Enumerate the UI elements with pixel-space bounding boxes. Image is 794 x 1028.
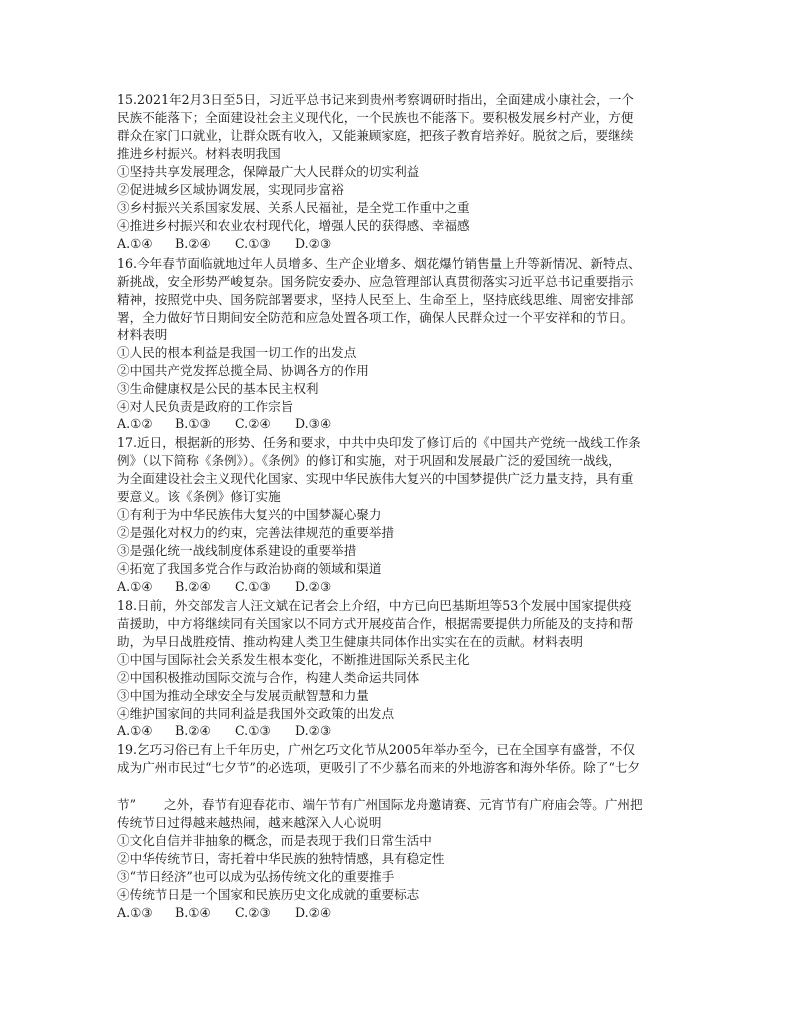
statement-item: ④对人民负责是政府的工作宗旨 xyxy=(117,399,294,414)
question-stem-line: 群众在家门口就业，让群众既有收入，又能兼顾家庭，把孩子教育培养好。脱贫之后，要继续 xyxy=(117,128,634,143)
statement-item: ①中国与国际社会关系发生根本变化，不断推进国际关系民主化 xyxy=(117,652,470,667)
statement-item: ③生命健康权是公民的基本民主权利 xyxy=(117,381,319,396)
option-c: C.①③ xyxy=(235,723,271,738)
question-stem-line: 例》（以下简称《条例》）。《条例》的修订和实施，对于巩固和发展最广泛的爱国统一战线， xyxy=(117,453,621,468)
option-a: A.①④ xyxy=(117,579,153,594)
answer-options xyxy=(117,235,331,252)
option-d: D.③④ xyxy=(295,416,332,431)
statement-item: ②中华传统节日，寄托着中华民族的独特情感，具有稳定性 xyxy=(117,851,445,866)
statement-item: ①文化自信并非抽象的概念，而是表现于我们日常生活中 xyxy=(117,833,432,848)
statement-item: ③中国为推动全球安全与发展贡献智慧和力量 xyxy=(117,688,369,703)
option-c: C.②③ xyxy=(235,905,271,920)
option-b: B.①③ xyxy=(175,416,211,431)
option-a: A.①④ xyxy=(117,236,153,251)
question-stem-line: 16.今年春节面临就地过年人员增多、生产企业增多、烟花爆竹销售量上升等新情况、新特点、 xyxy=(117,256,641,271)
statement-item: ①有利于为中华民族伟大复兴的中国梦凝心聚力 xyxy=(117,507,382,522)
statement-item: ①人民的根本利益是我国一切工作的出发点 xyxy=(117,345,357,360)
answer-options xyxy=(117,415,331,432)
statement-item: ④传统节日是一个国家和民族历史文化成就的重要标志 xyxy=(117,887,420,902)
option-c: C.①③ xyxy=(235,236,271,251)
answer-options xyxy=(117,578,331,595)
statement-item: ②中国积极推动国际交流与合作，构建人类命运共同体 xyxy=(117,670,420,685)
option-a: A.①③ xyxy=(117,905,153,920)
question-stem-line: 材料表明 xyxy=(117,327,168,342)
question-stem-line: 17.近日，根据新的形势、任务和要求，中共中央印发了修订后的《中国共产党统一战线工作条 xyxy=(117,435,641,450)
statement-item: ③是强化统一战线制度体系建设的重要举措 xyxy=(117,543,357,558)
statement-item: ③乡村振兴关系国家发展、关系人民福祉，是全党工作重中之重 xyxy=(117,200,470,215)
question-stem-line: 节” 之外，春节有迎春花市、端午节有广州国际龙舟邀请赛、元宵节有广府庙会等。广州把 xyxy=(117,797,643,812)
statement-item: ④推进乡村振兴和农业农村现代化，增强人民的获得感、幸福感 xyxy=(117,218,470,233)
option-c: C.①③ xyxy=(235,579,271,594)
option-b: B.②④ xyxy=(175,723,211,738)
question-stem-line: 15.2021年2月3日至5日，习近平总书记来到贵州考察调研时指出，全面建成小康社会，一个 xyxy=(117,92,634,107)
option-d: D.②④ xyxy=(295,905,332,920)
statement-item: ②中国共产党发挥总揽全局、协调各方的作用 xyxy=(117,363,369,378)
statement-item: ③“节日经济”也可以成为弘扬传统文化的重要推手 xyxy=(117,869,395,884)
question-stem-line: 苗援助，中方将继续同有关国家以不同方式开展疫苗合作，根据需要提供力所能及的支持和帮 xyxy=(117,616,634,631)
question-stem-line: 推进乡村振兴。材料表明我国 xyxy=(117,146,281,161)
statement-item: ④拓宽了我国多党合作与政治协商的领域和渠道 xyxy=(117,561,382,576)
question-stem-line: 要意义。该《条例》修订实施 xyxy=(117,489,281,504)
option-d: D.②③ xyxy=(295,579,332,594)
question-stem-line: 署，全力做好节日期间安全防范和应急处置各项工作，确保人民群众过一个平安祥和的节日。 xyxy=(117,310,634,325)
question-stem-line: 为全面建设社会主义现代化国家、实现中华民族伟大复兴的中国梦提供广泛力量支持，具有重 xyxy=(117,471,634,486)
question-stem-line: 新挑战，安全形势严峻复杂。国务院安委办、应急管理部认真贯彻落实习近平总书记重要指示 xyxy=(117,274,634,289)
option-d: D.②③ xyxy=(295,723,332,738)
statement-item: ②是强化对权力的约束，完善法律规范的重要举措 xyxy=(117,525,395,540)
answer-options xyxy=(117,904,331,921)
statement-item: ②促进城乡区域协调发展，实现同步富裕 xyxy=(117,182,344,197)
option-a: A.①④ xyxy=(117,723,153,738)
question-stem-line: 18.日前，外交部发言人汪文斌在记者会上介绍，中方已向巴基斯坦等53个发展中国家提供疫 xyxy=(117,598,632,613)
option-b: B.①④ xyxy=(175,905,211,920)
option-b: B.②④ xyxy=(175,579,211,594)
option-b: B.②④ xyxy=(175,236,211,251)
answer-options xyxy=(117,722,331,739)
question-stem-line: 传统节日过得越来越热闹，越来越深入人心说明 xyxy=(117,815,382,830)
question-stem-line: 19.乞巧习俗已有上千年历史，广州乞巧文化节从2005年举办至今，已在全国享有盛誉，不仅 xyxy=(117,742,636,757)
option-c: C.②④ xyxy=(235,416,271,431)
question-stem-line: 民族不能落下；全面建设社会主义现代化，一个民族也不能落下。要积极发展乡村产业，方便 xyxy=(117,110,634,125)
question-stem-line: 精神，按照党中央、国务院部署要求，坚持人民至上、生命至上，坚持底线思维、周密安排部 xyxy=(117,292,634,307)
option-a: A.①② xyxy=(117,416,153,431)
option-d: D.②③ xyxy=(295,236,332,251)
statement-item: ④维护国家间的共同利益是我国外交政策的出发点 xyxy=(117,706,395,721)
statement-item: ①坚持共享发展理念，保障最广大人民群众的切实利益 xyxy=(117,164,420,179)
question-stem-line: 助，为早日战胜疫情、推动构建人类卫生健康共同体作出实实在在的贡献。材料表明 xyxy=(117,634,583,649)
question-stem-line: 成为广州市民过“七夕节”的必选项，更吸引了不少慕名而来的外地游客和海外华侨。除了“七夕 xyxy=(117,760,641,775)
